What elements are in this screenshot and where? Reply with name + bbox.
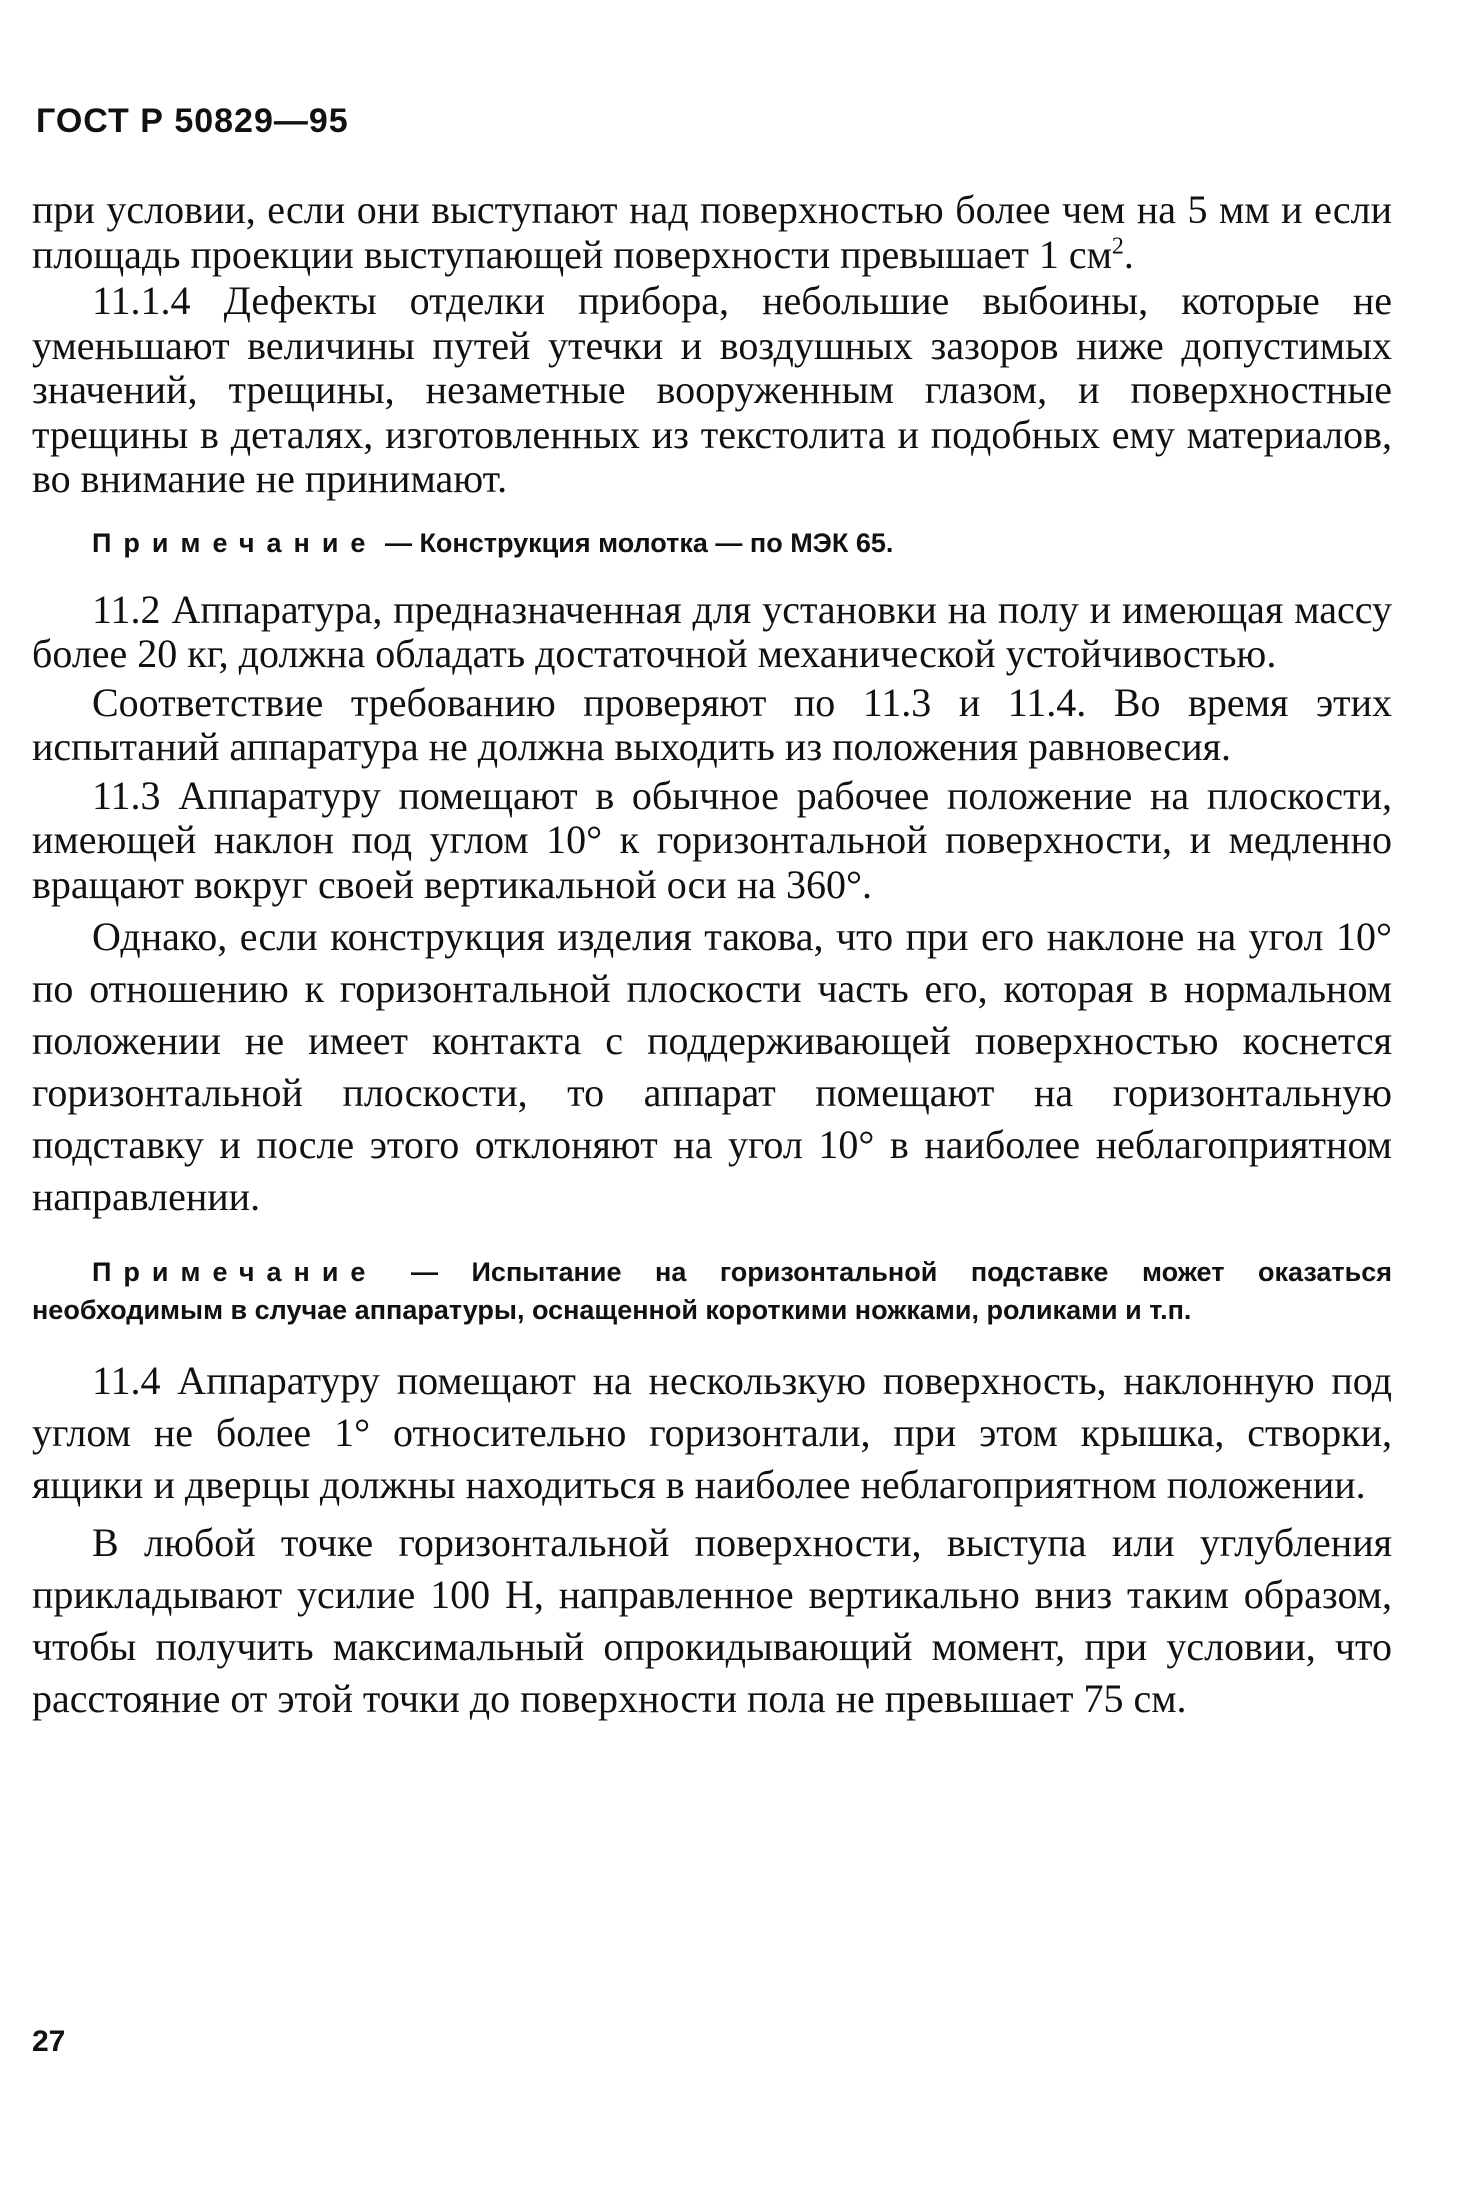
note-1-label: Примечание [92,527,378,558]
paragraph-11-4: 11.4 Аппаратуру помещают на нескользкую поверхность, наклонную под углом не более 1° относительно горизонтали, при этом крышка, створки, ящики и дверцы должны находиться в наиболее неблагоприятном положении. [32,1358,1392,1507]
paragraph-compliance: Соответствие требованию проверяют по 11.3 и 11.4. Во время этих испытаний аппаратура не должна выходить из положения равновесия. [32,679,1392,769]
paragraph-continuation [32,188,1392,277]
page-body [32,188,1392,1725]
paragraph-however: Однако, если конструкция изделия такова, что при его наклоне на угол 10° по отношению к горизонтальной плоскости часть его, которая в нормальном положении не имеет контакта с поддерживающей поверхностью коснется горизонтальной плоскости, то аппарат помещают на горизонтальную подставку и после этого отклоняют на угол 10° в наиболее неблагоприятном направлении. [32,914,1392,1219]
paragraph-continuation-text: при условии, если они выступают над поверхностью более чем на 5 мм и если площадь проекции выступающей поверхности превышает 1 см [32,187,1392,277]
section-11-4-wrap [32,1355,1392,1725]
paragraph-11-2: 11.2 Аппаратура, предназначенная для установки на полу и имеющая массу более 20 кг, должна обладать достаточной механической устойчивостью. [32,586,1392,676]
paragraph-force: В любой точке горизонтальной поверхности, выступа или углубления прикладывают усилие 100 Н, направленное вертикально вниз таким образом, чтобы получить максимальный опрокидывающий момент, при условии, что расстояние от этой точки до поверхности пола не превышает 75 см. [32,1520,1392,1721]
paragraph-end-punct: . [1123,231,1134,277]
note-1 [32,524,1392,562]
document-header: ГОСТ Р 50829—95 [36,102,349,140]
note-1-text: — Конструкция молотка — по МЭК 65. [377,527,894,558]
note-2-text: — Испытание на горизонтальной подставке может оказаться необходимым в случае аппаратуры, оснащенной короткими ножками, роликами и т.п. [32,1257,1392,1325]
paragraph-11-1-4: 11.1.4 Дефекты отделки прибора, небольшие выбоины, которые не уменьшают величины путей утечки и воздушных зазоров ниже допустимых значений, трещины, незаметные вооруженным глазом, и поверхностные трещины в деталях, изготовленных из текстолита и подобных ему материалов, во внимание не принимают. [32,278,1392,501]
page-number: 27 [32,2025,66,2058]
note-2-label: Примечание [92,1257,378,1287]
note-2 [32,1253,1392,1329]
paragraph-11-3: 11.3 Аппаратуру помещают в обычное рабочее положение на плоскости, имеющей наклон под углом 10° к горизонтальной поверхности, и медленно вращают вокруг своей вертикальной оси на 360°. [32,772,1392,907]
paragraph-however-wrap [32,911,1392,1223]
superscript: 2 [1111,233,1124,260]
